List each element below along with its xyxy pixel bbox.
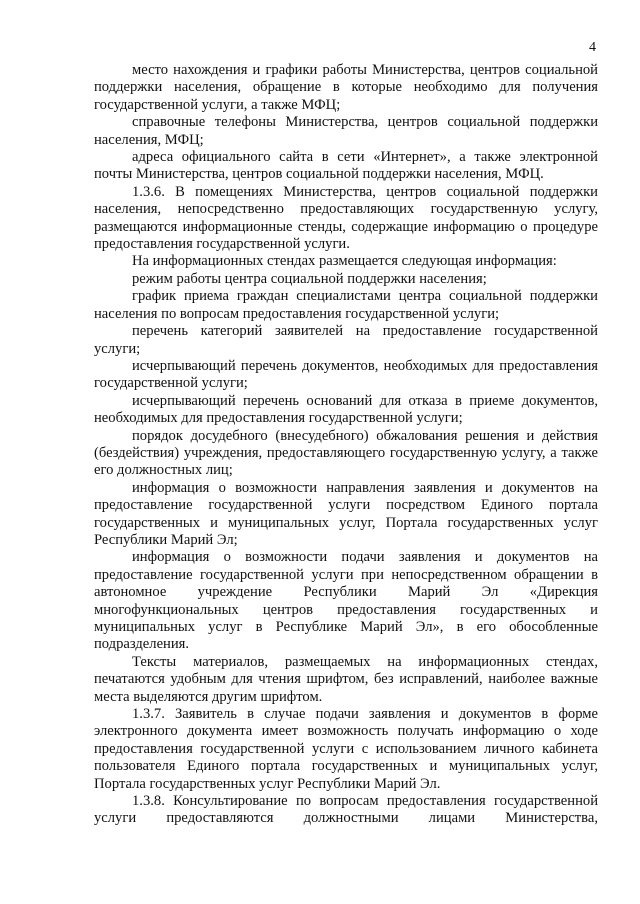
paragraph: Тексты материалов, размещаемых на информационных стендах, печатаются удобным для чтения шрифтом, без исправлений, наиболее важные места выделяются другим шрифтом. xyxy=(94,653,598,705)
paragraph: перечень категорий заявителей на предоставление государственной услуги; xyxy=(94,323,598,357)
paragraph: справочные телефоны Министерства, центров социальной поддержки населения, МФЦ; xyxy=(94,114,598,148)
paragraph: На информационных стендах размещается следующая информация: xyxy=(132,253,557,270)
paragraph: адреса официального сайта в сети «Интернет», а также электронной почты Министерства, центров социальной поддержки населения, МФЦ. xyxy=(94,149,598,183)
paragraph: порядок досудебного (внесудебного) обжалования решения и действия (бездействия) учреждения, предоставляющего государственную услугу, а также его должностных лиц; xyxy=(94,427,598,479)
page-number: 4 xyxy=(589,40,596,55)
paragraph: 1.3.7. Заявитель в случае подачи заявления и документов в форме электронного документа имеет возможность получать информацию о ходе предоставления государственной услуги с использованием личного кабинета пользователя Единого портала государственных и муниципальных услуг, Портала государственных услуг Республики Марий Эл. xyxy=(94,706,598,792)
paragraph: график приема граждан специалистами центра социальной поддержки населения по вопросам предоставления государственной услуги; xyxy=(94,288,598,322)
paragraph: 1.3.8. Консультирование по вопросам предоставления государственной услуги предоставляются должностными лицами Министерства, xyxy=(94,793,598,827)
paragraph: исчерпывающий перечень документов, необходимых для предоставления государственной услуги; xyxy=(94,357,598,392)
paragraph: 1.3.6. В помещениях Министерства, центров социальной поддержки населения, непосредственно предоставляющих государственную услугу, размещаются информационные стенды, содержащие информацию о процедуре предоставления государственной услуги. xyxy=(94,183,598,253)
paragraph: информация о возможности направления заявления и документов на предоставление государственной услуги посредством Единого портала государственных и муниципальных услуг, Портала государственных услуг Республики Марий Эл; xyxy=(94,479,598,548)
paragraph: исчерпывающий перечень оснований для отказа в приеме документов, необходимых для предоставления государственной услуги; xyxy=(94,392,598,427)
document-body xyxy=(94,62,598,828)
paragraph: режим работы центра социальной поддержки населения; xyxy=(132,270,487,287)
paragraph: место нахождения и графики работы Министерства, центров социальной поддержки населения, обращение в которые необходимо для получения государственной услуги, а также МФЦ; xyxy=(94,62,598,113)
paragraph: информация о возможности подачи заявления и документов на предоставление государственной услуги при непосредственном обращении в автономное учреждение Республики Марий Эл «Дирекция многофункциональных центров предоставления государственных и муниципальных услуг в Республике Марий Эл», в его обособленные подразделения. xyxy=(94,549,598,653)
